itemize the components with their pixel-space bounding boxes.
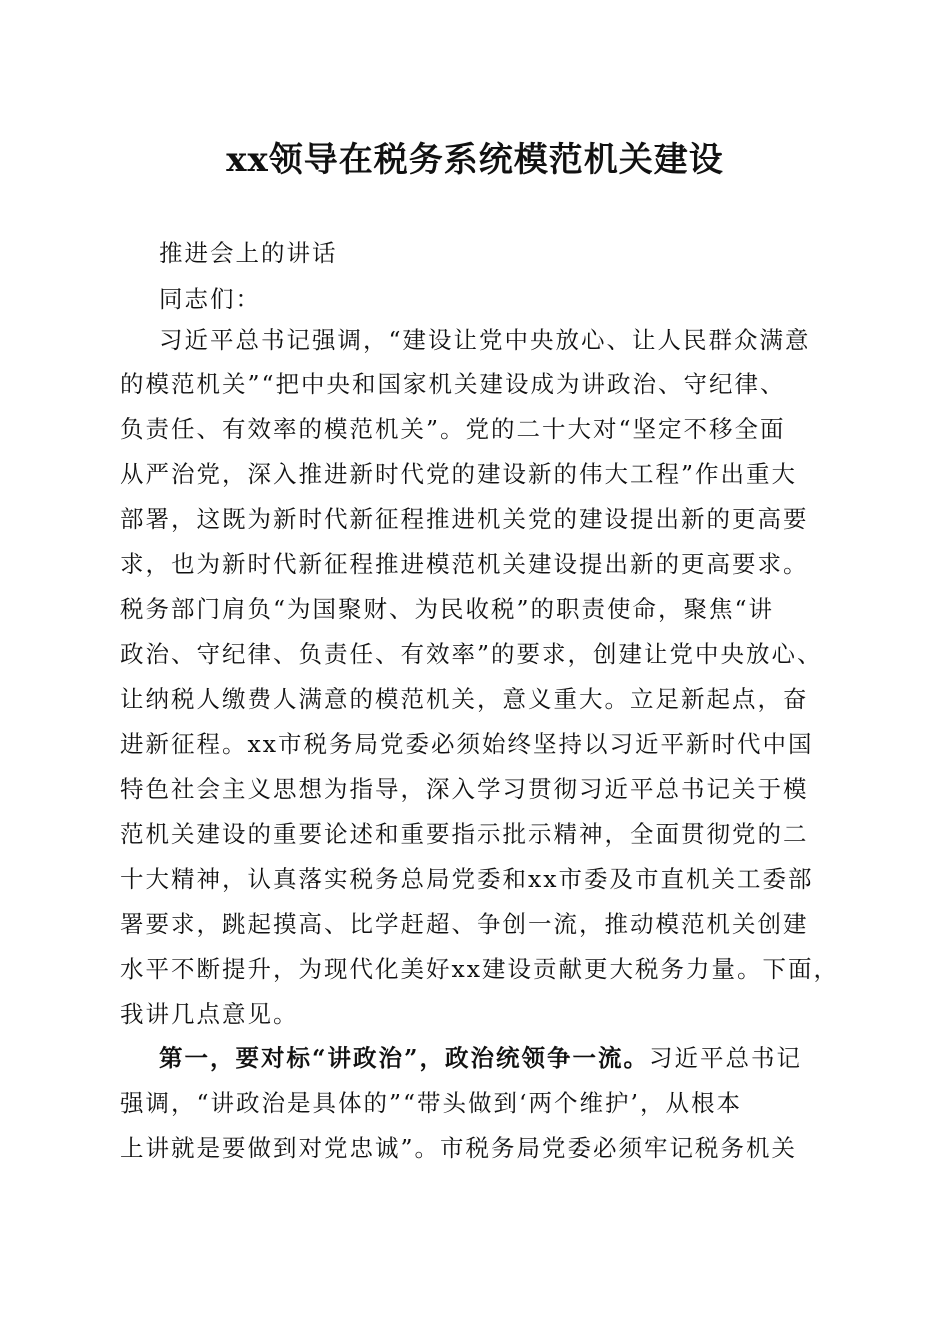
document-title: xx领导在税务系统模范机关建设: [226, 140, 724, 180]
paragraph-line: [159, 1038, 871, 1078]
paragraph-line: 进新征程。xx市税务局党委必须始终坚持以习近平新时代中国: [120, 730, 814, 758]
paragraph-line: 强调，“讲政治是具体的”“带头做到‘两个维护’，从根本: [120, 1089, 742, 1117]
paragraph-line: 我讲几点意见。: [120, 1000, 299, 1028]
paragraph-line: 税务部门肩负“为国聚财、为民收税”的职责使命，聚焦“讲: [120, 595, 775, 623]
paragraph-line: 十大精神，认真落实税务总局党委和xx市委及市直机关工委部: [120, 865, 814, 893]
paragraph-line: 上讲就是要做到对党忠诚”。市税务局党委必须牢记税务机关: [120, 1134, 798, 1162]
paragraph-line: 求，也为新时代新征程推进模范机关建设提出新的更高要求。: [120, 550, 809, 578]
paragraph-line: 署要求，跳起摸高、比学赶超、争创一流，推动模范机关创建: [120, 910, 809, 938]
paragraph-line: 部署，这既为新时代新征程推进机关党的建设提出新的更高要: [120, 505, 809, 533]
paragraph-line: 范机关建设的重要论述和重要指示批示精神，全面贯彻党的二: [120, 820, 809, 848]
paragraph-line: 习近平总书记强调，“建设让党中央放心、让人民群众满意: [159, 326, 811, 354]
paragraph-line: 政治、守纪律、负责任、有效率”的要求，创建让党中央放心、: [120, 640, 823, 668]
paragraph-line: 特色社会主义思想为指导，深入学习贯彻习近平总书记关于模: [120, 775, 809, 803]
section-heading: 第一，要对标“讲政治”，政治统领争一流。: [159, 1044, 650, 1072]
paragraph-line: 水平不断提升，为现代化美好xx建设贡献更大税务力量。下面，: [120, 955, 840, 983]
section-text: 习近平总书记: [649, 1044, 803, 1072]
paragraph-line: 从严治党，深入推进新时代党的建设新的伟大工程”作出重大: [120, 460, 798, 488]
paragraph-line: 负责任、有效率的模范机关”。党的二十大对“坚定不移全面: [120, 415, 786, 443]
document-subtitle: 推进会上的讲话: [159, 239, 338, 267]
paragraph-line: 让纳税人缴费人满意的模范机关，意义重大。立足新起点，奋: [120, 685, 809, 713]
salutation: 同志们：: [159, 285, 261, 313]
paragraph-line: 的模范机关”“把中央和国家机关建设成为讲政治、守纪律、: [120, 370, 786, 398]
